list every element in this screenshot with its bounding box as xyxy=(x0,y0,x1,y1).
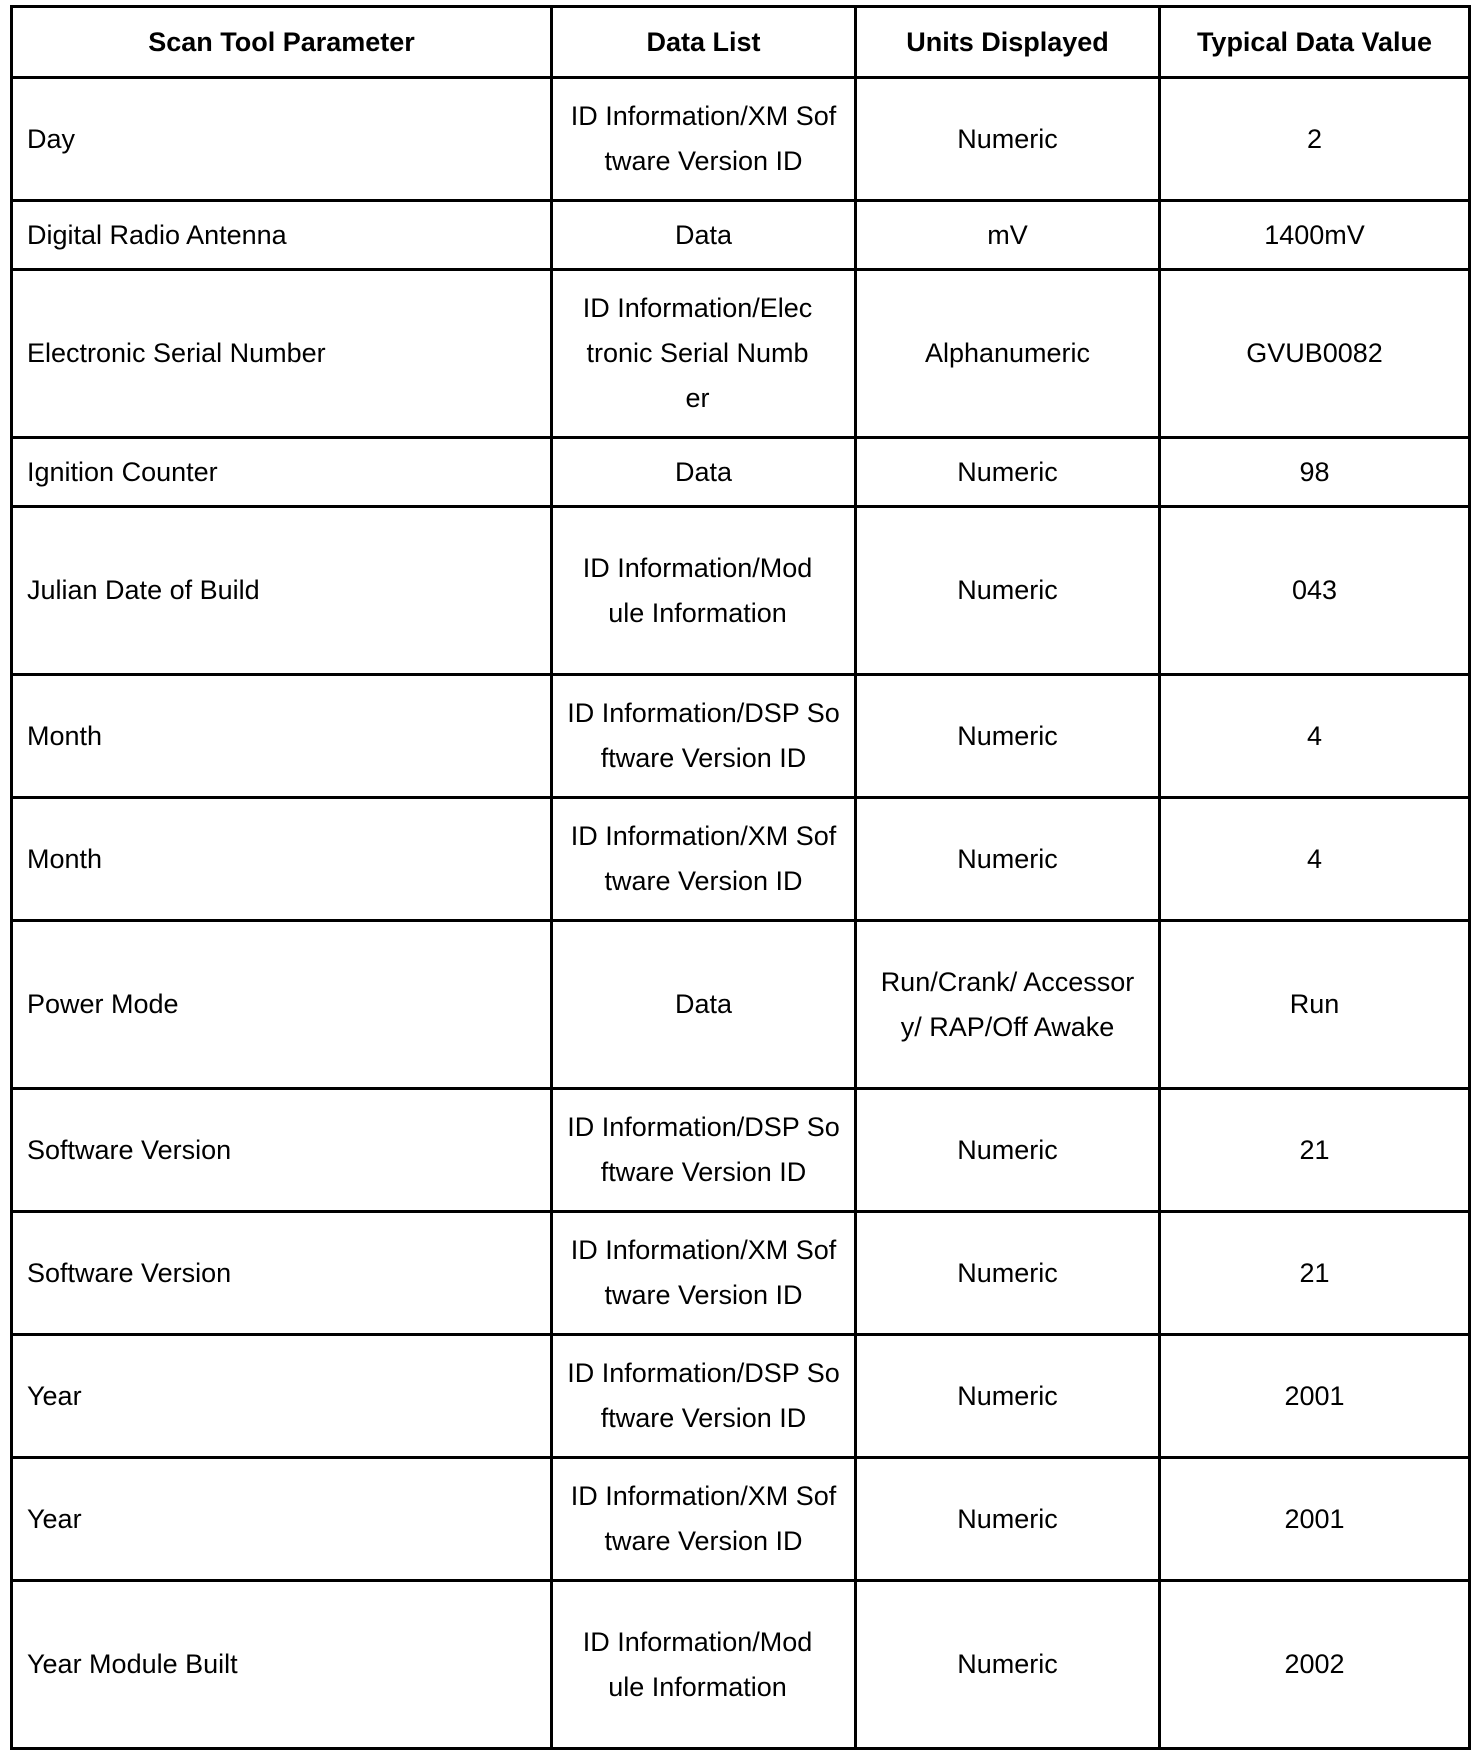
table-row xyxy=(12,270,1470,438)
cell-units: Numeric xyxy=(856,507,1160,675)
cell-typical-value: 043 xyxy=(1160,507,1470,675)
table-row xyxy=(12,675,1470,798)
cell-units: Numeric xyxy=(856,1089,1160,1212)
cell-units: Run/Crank/ Accessory/ RAP/Off Awake xyxy=(856,921,1160,1089)
cell-data-list: Data xyxy=(552,921,856,1089)
cell-parameter: Electronic Serial Number xyxy=(12,270,552,438)
cell-typical-value: 2002 xyxy=(1160,1581,1470,1749)
cell-units: Numeric xyxy=(856,1581,1160,1749)
cell-typical-value: 4 xyxy=(1160,675,1470,798)
cell-parameter: Software Version xyxy=(12,1089,552,1212)
cell-data-list: ID Information/Module Information xyxy=(552,1581,856,1749)
cell-units: Numeric xyxy=(856,675,1160,798)
cell-typical-value: 4 xyxy=(1160,798,1470,921)
header-data-list: Data List xyxy=(552,7,856,78)
table-row xyxy=(12,201,1470,270)
cell-data-list: ID Information/DSP Software Version ID xyxy=(552,1335,856,1458)
cell-units: mV xyxy=(856,201,1160,270)
cell-parameter: Month xyxy=(12,675,552,798)
cell-parameter: Year xyxy=(12,1458,552,1581)
cell-typical-value: 98 xyxy=(1160,438,1470,507)
table-row xyxy=(12,438,1470,507)
header-scan-tool-parameter: Scan Tool Parameter xyxy=(12,7,552,78)
cell-typical-value: 2001 xyxy=(1160,1458,1470,1581)
table-row xyxy=(12,1335,1470,1458)
table-row xyxy=(12,921,1470,1089)
cell-typical-value: 2 xyxy=(1160,78,1470,201)
cell-data-list: ID Information/DSP Software Version ID xyxy=(552,675,856,798)
cell-data-list: Data xyxy=(552,201,856,270)
cell-typical-value: GVUB0082 xyxy=(1160,270,1470,438)
cell-units: Numeric xyxy=(856,438,1160,507)
cell-data-list: ID Information/XM Software Version ID xyxy=(552,798,856,921)
cell-units: Numeric xyxy=(856,1458,1160,1581)
table-row xyxy=(12,798,1470,921)
cell-data-list: ID Information/DSP Software Version ID xyxy=(552,1089,856,1212)
table-row xyxy=(12,78,1470,201)
cell-parameter: Power Mode xyxy=(12,921,552,1089)
cell-parameter: Software Version xyxy=(12,1212,552,1335)
cell-units: Alphanumeric xyxy=(856,270,1160,438)
header-units-displayed: Units Displayed xyxy=(856,7,1160,78)
table-row xyxy=(12,1581,1470,1749)
cell-parameter: Year Module Built xyxy=(12,1581,552,1749)
cell-units: Numeric xyxy=(856,1212,1160,1335)
cell-data-list: Data xyxy=(552,438,856,507)
table-row xyxy=(12,1458,1470,1581)
table-row xyxy=(12,1212,1470,1335)
cell-parameter: Year xyxy=(12,1335,552,1458)
scan-tool-data-table-wrapper xyxy=(10,5,1468,1750)
cell-data-list: ID Information/XM Software Version ID xyxy=(552,1458,856,1581)
cell-typical-value: 1400mV xyxy=(1160,201,1470,270)
header-typical-data-value: Typical Data Value xyxy=(1160,7,1470,78)
cell-units: Numeric xyxy=(856,78,1160,201)
scan-tool-data-table xyxy=(10,5,1471,1750)
cell-typical-value: Run xyxy=(1160,921,1470,1089)
cell-typical-value: 2001 xyxy=(1160,1335,1470,1458)
cell-data-list: ID Information/XM Software Version ID xyxy=(552,1212,856,1335)
cell-parameter: Month xyxy=(12,798,552,921)
cell-parameter: Digital Radio Antenna xyxy=(12,201,552,270)
table-header-row xyxy=(12,7,1470,78)
cell-parameter: Ignition Counter xyxy=(12,438,552,507)
table-row xyxy=(12,507,1470,675)
cell-units: Numeric xyxy=(856,798,1160,921)
cell-parameter: Day xyxy=(12,78,552,201)
cell-data-list: ID Information/Module Information xyxy=(552,507,856,675)
cell-units: Numeric xyxy=(856,1335,1160,1458)
cell-typical-value: 21 xyxy=(1160,1212,1470,1335)
cell-data-list: ID Information/XM Software Version ID xyxy=(552,78,856,201)
cell-parameter: Julian Date of Build xyxy=(12,507,552,675)
table-row xyxy=(12,1089,1470,1212)
cell-data-list: ID Information/Electronic Serial Number xyxy=(552,270,856,438)
cell-typical-value: 21 xyxy=(1160,1089,1470,1212)
